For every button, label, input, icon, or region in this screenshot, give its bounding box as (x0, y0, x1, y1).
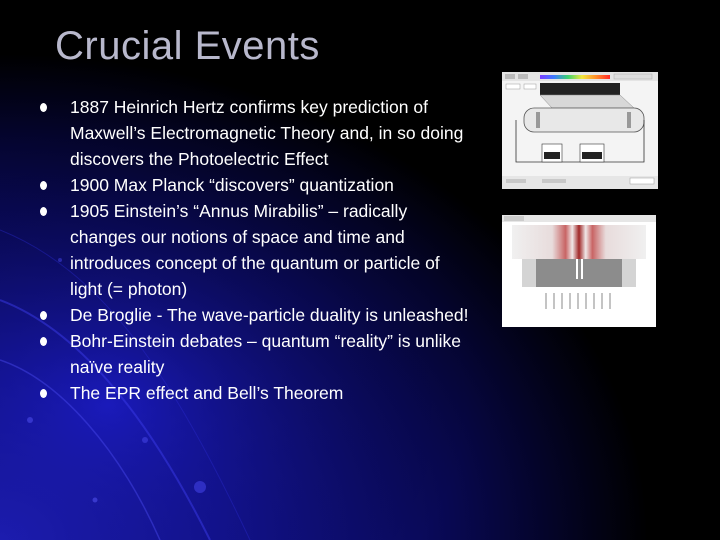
bullet-item (40, 198, 472, 302)
bullet-dot-icon (40, 207, 47, 216)
bullet-list (40, 94, 472, 406)
bullet-item (40, 172, 472, 198)
bullet-item (40, 94, 472, 172)
bullet-text: Bohr-Einstein debates – quantum “reality” is unlike naïve reality (70, 331, 462, 377)
photoelectric-sim-image (502, 72, 658, 189)
bullet-dot-icon (40, 103, 47, 112)
bullet-text: 1900 Max Planck “discovers” quantization (70, 175, 394, 195)
bullet-dot-icon (40, 181, 47, 190)
double-slit-sim-image (502, 215, 656, 327)
bullet-dot-icon (40, 337, 47, 346)
bullet-dot-icon (40, 389, 47, 398)
bullet-text: The EPR effect and Bell’s Theorem (70, 383, 344, 403)
bullet-text: De Broglie - The wave-particle duality is unleashed! (70, 305, 469, 325)
double-slit-sim-graphic (502, 215, 656, 327)
bullet-dot-icon (40, 311, 47, 320)
photoelectric-sim-graphic (502, 72, 658, 189)
bullet-item (40, 328, 472, 380)
bullet-item (40, 302, 472, 328)
bullet-item (40, 380, 472, 406)
bullet-text: 1887 Heinrich Hertz confirms key prediction of Maxwell’s Electromagnetic Theory and, in so doing discovers the Photoelectric Effect (70, 97, 464, 169)
slide-title: Crucial Events (55, 24, 320, 68)
bullet-text: 1905 Einstein’s “Annus Mirabilis” – radically changes our notions of space and time and introduces concept of the quantum or particle of light (= photon) (70, 201, 440, 299)
